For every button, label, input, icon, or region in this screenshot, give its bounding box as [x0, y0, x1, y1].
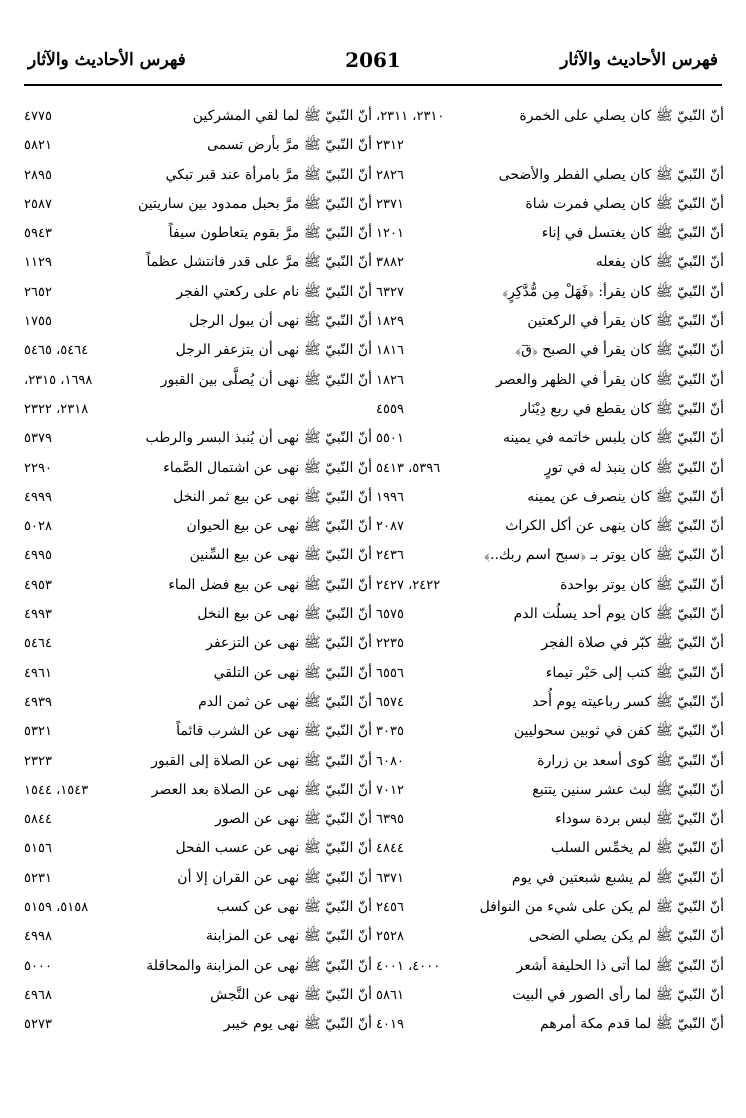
entry-refs: ٦٣٧١	[376, 870, 404, 886]
entry-text: أنّ النّبيّ ﷺ مرَّ بامرأة عند قبر تبكي	[165, 166, 372, 183]
index-entry	[376, 248, 724, 277]
entry-refs: ٦٥٥٦	[376, 665, 404, 681]
entry-text: أنّ النّبيّ ﷺ لم يخمِّس السلب	[550, 840, 724, 857]
running-title-right: فهرس الأحاديث والآثار	[560, 50, 718, 70]
entry-text: أنّ النّبيّ ﷺ لبس بردة سوداء	[555, 811, 724, 828]
entry-text: أنّ النّبيّ ﷺ مرَّ بقوم يتعاطون سيفاً	[168, 225, 372, 242]
entry-refs: ٥٨٦١	[376, 987, 404, 1003]
entry-text: أنّ النّبيّ ﷺ كان يصلي الفطر والأضحى	[498, 166, 724, 183]
index-entry	[24, 600, 372, 629]
index-entry	[24, 219, 372, 248]
entry-text: أنّ النّبيّ ﷺ كان يقرأ في الظهر والعصر	[495, 371, 724, 388]
entry-text: أنّ النّبيّ ﷺ لم يكن على شيء من النوافل	[479, 899, 724, 916]
index-entry	[376, 952, 724, 981]
entry-refs: ٤٥٥٩	[376, 401, 404, 417]
entry-refs: ٢٨٢٦	[376, 167, 404, 183]
entry-text: أنّ النّبيّ ﷺ نهى عن كسب	[216, 899, 372, 916]
entry-text: أنّ النّبيّ ﷺ لبث عشر سنين يتتبع	[532, 781, 724, 798]
index-entry	[24, 395, 372, 424]
index-columns	[24, 102, 724, 1102]
entry-text: أنّ النّبيّ ﷺ كان يفعله	[595, 254, 724, 271]
entry-refs: ٢٤٣٦	[376, 548, 404, 564]
entry-text: أنّ النّبيّ ﷺ كان ينبذ له في تورٍ	[544, 459, 724, 476]
entry-refs: ٢٠٨٧	[376, 519, 404, 535]
entry-text: أنّ النّبيّ ﷺ نهى عن القران إلا أن	[177, 869, 372, 886]
entry-refs: ١١٢٩	[24, 255, 52, 271]
entry-refs: ٥٨٢١	[24, 138, 52, 154]
entry-text: أنّ النّبيّ ﷺ كان يلبس خاتمه في يمينه	[502, 430, 724, 447]
entry-refs: ٤٨٤٤	[376, 841, 404, 857]
index-entry	[376, 131, 724, 160]
entry-text: أنّ النّبيّ ﷺ كان يوم أحد يسلُت الدم	[513, 606, 724, 623]
index-entry	[376, 219, 724, 248]
entry-text: أنّ النّبيّ ﷺ نهى عن بيع السِّنين	[189, 547, 372, 564]
index-entry	[24, 717, 372, 746]
index-entry	[376, 922, 724, 951]
entry-text: أنّ النّبيّ ﷺ نهى عن التزعفر	[206, 635, 372, 652]
index-entry	[24, 336, 372, 365]
entry-refs: ٤٠١٩	[376, 1017, 404, 1033]
index-entry	[24, 278, 372, 307]
index-entry	[24, 893, 372, 922]
index-entry	[376, 336, 724, 365]
entry-refs: ٣٨٨٢	[376, 255, 404, 271]
entry-refs: ١٥٤٣، ١٥٤٤	[24, 782, 89, 798]
entry-refs: ٦٣٩٥	[376, 812, 404, 828]
entry-refs: ٥٠٢٨	[24, 519, 52, 535]
index-entry	[24, 454, 372, 483]
entry-text: أنّ النّبيّ ﷺ لما لقي المشركين	[192, 108, 372, 124]
index-entry	[24, 629, 372, 658]
entry-text: أنّ النّبيّ ﷺ كان يقرأ في الصبح ﴿قٓ﴾	[515, 342, 724, 359]
index-entry	[376, 1010, 724, 1039]
index-entry	[376, 747, 724, 776]
index-entry	[24, 190, 372, 219]
entry-text: أنّ النّبيّ ﷺ لما رأى الصور في البيت	[512, 986, 724, 1003]
index-entry	[376, 688, 724, 717]
entry-refs: ٤٩٩٥	[24, 548, 52, 564]
entry-refs: ٤٩٦٨	[24, 987, 52, 1003]
index-entry	[376, 395, 724, 424]
index-entry	[376, 278, 724, 307]
entry-text: أنّ النّبيّ ﷺ كان يوتر بواحدة	[560, 576, 724, 593]
entry-refs: ٤٩٩٣	[24, 607, 52, 623]
entry-refs: ٥٤٦٤	[24, 636, 52, 652]
index-entry	[24, 571, 372, 600]
entry-text: أنّ النّبيّ ﷺ نهى عن اشتمال الصَّماء	[163, 459, 372, 476]
index-entry	[376, 834, 724, 863]
entry-text: أنّ النّبيّ ﷺ نهى عن بيع فضل الماء	[168, 576, 372, 593]
entry-refs: ٥٣٧٩	[24, 431, 52, 447]
entry-refs: ٤٧٧٥	[24, 109, 52, 124]
index-entry	[376, 161, 724, 190]
running-title-left: فهرس الأحاديث والآثار	[28, 50, 186, 70]
entry-refs: ٤٩٥٣	[24, 577, 52, 593]
left-column	[24, 102, 372, 1040]
index-entry	[24, 307, 372, 336]
entry-text: أنّ النّبيّ ﷺ نهى أن يُنبذ البسر والرطب	[145, 430, 372, 447]
index-entry	[24, 483, 372, 512]
index-entry	[24, 1010, 372, 1039]
index-entry	[24, 688, 372, 717]
entry-text: أنّ النّبيّ ﷺ نهى أن يُصلَّى بين القبور	[160, 371, 372, 388]
entry-text: أنّ النّبيّ ﷺ نهى عن التلقي	[213, 664, 372, 681]
entry-text: أنّ النّبيّ ﷺ لم يكن يصلي الضحى	[528, 928, 724, 945]
index-entry	[24, 512, 372, 541]
index-entry	[24, 747, 372, 776]
index-entry	[376, 776, 724, 805]
index-entry	[24, 981, 372, 1010]
entry-refs: ٥٢٣١	[24, 870, 52, 886]
entry-text: أنّ النّبيّ ﷺ كتب إلى حَبْر تيماء	[545, 664, 724, 681]
index-entry	[24, 776, 372, 805]
entry-text: أنّ النّبيّ ﷺ نهى عن المزابنة والمحاقلة	[146, 957, 372, 974]
index-entry	[376, 981, 724, 1010]
entry-refs: ٤٩٦١	[24, 665, 52, 681]
entry-text: أنّ النّبيّ ﷺ نهى أن يبول الرجل	[189, 313, 372, 330]
entry-text: أنّ النّبيّ ﷺ كان ينصرف عن يمينه	[527, 488, 724, 505]
index-entry	[376, 864, 724, 893]
entry-refs: ٥٩٤٣	[24, 226, 52, 242]
entry-refs: ٦٥٧٤	[376, 694, 404, 710]
entry-refs: ٥١٥٨، ٥١٥٩	[24, 900, 89, 916]
index-entry	[376, 454, 724, 483]
entry-refs: ٢٣٢٣	[24, 753, 52, 769]
entry-text: أنّ النّبيّ ﷺ نهى أن يتزعفر الرجل	[175, 342, 372, 359]
index-entry	[376, 424, 724, 453]
entry-text: أنّ النّبيّ ﷺ لما قدم مكة أمرهم	[540, 1016, 724, 1033]
entry-text: أنّ النّبيّ ﷺ نهى عن الصور	[215, 811, 372, 828]
entry-text: أنّ النّبيّ ﷺ مرَّ بأرض تسمى	[207, 137, 372, 154]
index-entry	[376, 102, 724, 131]
index-entry	[24, 952, 372, 981]
entry-text: أنّ النّبيّ ﷺ كفن في ثوبين سحوليين	[513, 723, 724, 740]
entry-refs: ١٩٩٦	[376, 489, 404, 505]
index-entry	[376, 307, 724, 336]
entry-refs: ٥٠٠٠	[24, 958, 52, 974]
entry-text: أنّ النّبيّ ﷺ نهى عن الصلاة إلى القبور	[151, 752, 372, 769]
entry-text: أنّ النّبيّ ﷺ نهى عن ثمن الدم	[198, 693, 372, 710]
entry-text: أنّ النّبيّ ﷺ كان يقطع في ربع دِيْنَار	[520, 400, 724, 417]
entry-text: أنّ النّبيّ ﷺ كان ينهى عن أكل الكراث	[505, 518, 724, 535]
index-entry	[376, 805, 724, 834]
page-number: 2061	[345, 48, 401, 72]
entry-text: أنّ النّبيّ ﷺ كان يصلي على الخمرة	[519, 108, 724, 124]
entry-refs: ٤٩٩٩	[24, 489, 52, 505]
entry-text: أنّ النّبيّ ﷺ كان يغتسل في إناء	[541, 225, 724, 242]
entry-text: أنّ النّبيّ ﷺ نهى عن الشرب قائماً	[176, 723, 372, 740]
header-rule	[24, 84, 722, 86]
entry-refs: ٥٨٤٤	[24, 812, 52, 828]
entry-refs: ٥٤٦٤، ٥٤٦٥	[24, 343, 89, 359]
index-entry	[24, 424, 372, 453]
index-entry	[24, 161, 372, 190]
entry-refs: ٢٣١٨، ٢٣٢٢	[24, 401, 89, 417]
entry-refs: ٢٢٣٥	[376, 636, 404, 652]
entry-refs: ١٨١٦	[376, 343, 404, 359]
entry-text: أنّ النّبيّ ﷺ نهى عن المزابنة	[205, 928, 372, 945]
index-entry	[24, 659, 372, 688]
index-entry	[24, 102, 372, 131]
entry-text: أنّ النّبيّ ﷺ نهى يوم خيبر	[223, 1016, 372, 1033]
entry-refs: ٥٣٩٦، ٥٤١٣	[376, 460, 441, 476]
entry-refs: ٧٠١٢	[376, 782, 404, 798]
entry-text: أنّ النّبيّ ﷺ لم يشبع شبعتين في يوم	[511, 869, 724, 886]
entry-refs: ٢٤٢٢، ٢٤٢٧	[376, 577, 441, 593]
entry-text: أنّ النّبيّ ﷺ لما أتى ذا الحليفة أشعر	[516, 957, 724, 974]
index-entry	[376, 483, 724, 512]
entry-refs: ٥٣٢١	[24, 724, 52, 740]
index-entry	[376, 190, 724, 219]
entry-text: أنّ النّبيّ ﷺ كان يوتر بـ ﴿سبح اسم ربك..﴾	[484, 547, 724, 564]
entry-text: أنّ النّبيّ ﷺ كان يقرأ: ﴿فَهَلْ مِن مُّدَّكِرٍ﴾	[502, 283, 724, 300]
index-entry	[376, 512, 724, 541]
index-entry	[376, 629, 724, 658]
entry-text: أنّ النّبيّ ﷺ نهى عن الصلاة بعد العصر	[151, 781, 372, 798]
index-entry	[376, 366, 724, 395]
entry-text: أنّ النّبيّ ﷺ نهى عن عسب الفحل	[175, 840, 372, 857]
entry-refs: ٣٠٣٥	[376, 724, 404, 740]
index-entry	[24, 834, 372, 863]
entry-refs: ١٢٠١	[376, 226, 404, 242]
index-entry	[376, 571, 724, 600]
right-column	[376, 102, 724, 1040]
entry-refs: ٢٢٩٠	[24, 460, 52, 476]
entry-text: أنّ النّبيّ ﷺ مرَّ على قدر فانتشل عظماً	[146, 254, 372, 271]
entry-refs: ٢٥٨٧	[24, 196, 52, 212]
entry-refs: ٦٠٨٠	[376, 753, 404, 769]
entry-text: أنّ النّبيّ ﷺ كوى أسعد بن زرارة	[537, 752, 724, 769]
index-entry	[24, 131, 372, 160]
entry-refs: ٢٨٩٥	[24, 167, 52, 183]
entry-refs: ١٨٢٦	[376, 372, 404, 388]
entry-text: أنّ النّبيّ ﷺ نهى عن بيع ثمر النخل	[173, 488, 372, 505]
entry-refs: ٥١٥٦	[24, 841, 52, 857]
entry-text: أنّ النّبيّ ﷺ كسر رباعيته يوم أُحد	[532, 693, 724, 710]
entry-refs: ١٧٥٥	[24, 314, 52, 330]
entry-refs: ٤٩٩٨	[24, 929, 52, 945]
index-entry	[24, 864, 372, 893]
index-entry	[24, 922, 372, 951]
entry-text: أنّ النّبيّ ﷺ نام على ركعتي الفجر	[176, 283, 372, 300]
page-header	[28, 50, 718, 82]
entry-refs: ٢٣١٠، ٢٣١١،	[376, 109, 445, 124]
entry-refs: ٢٦٥٢	[24, 284, 52, 300]
entry-refs: ٦٥٧٥	[376, 607, 404, 623]
index-entry	[24, 805, 372, 834]
entry-text: أنّ النّبيّ ﷺ نهى عن بيع الحيوان	[186, 518, 372, 535]
index-entry	[376, 600, 724, 629]
index-entry	[24, 248, 372, 277]
index-entry	[24, 366, 372, 395]
entry-refs: ٤٩٣٩	[24, 694, 52, 710]
entry-refs: ١٦٩٨، ٢٣١٥،	[24, 372, 93, 388]
entry-refs: ٤٠٠٠، ٤٠٠١	[376, 958, 441, 974]
entry-refs: ٥٢٧٣	[24, 1017, 52, 1033]
entry-refs: ٦٣٢٧	[376, 284, 404, 300]
entry-text: أنّ النّبيّ ﷺ نهى عن بيع النخل	[197, 606, 372, 623]
entry-text: أنّ النّبيّ ﷺ كان يصلي فمرت شاة	[525, 195, 724, 212]
index-entry	[24, 541, 372, 570]
index-entry	[376, 717, 724, 746]
entry-text: أنّ النّبيّ ﷺ مرَّ بحبل ممدود بين ساريتين	[138, 195, 372, 212]
entry-refs: ٢٥٢٨	[376, 929, 404, 945]
entry-text: أنّ النّبيّ ﷺ كان يقرأ في الركعتين	[527, 313, 724, 330]
entry-text: أنّ النّبيّ ﷺ نهى عن النَّجش	[210, 986, 372, 1003]
entry-refs: ٢٣١٢	[376, 138, 404, 154]
index-entry	[376, 541, 724, 570]
entry-refs: ٥٥٠١	[376, 431, 404, 447]
entry-refs: ١٨٢٩	[376, 314, 404, 330]
index-entry	[376, 659, 724, 688]
entry-text: أنّ النّبيّ ﷺ كبّر في صلاة الفجر	[541, 635, 724, 652]
entry-refs: ٢٣٧١	[376, 196, 404, 212]
entry-refs: ٢٤٥٦	[376, 900, 404, 916]
index-entry	[376, 893, 724, 922]
